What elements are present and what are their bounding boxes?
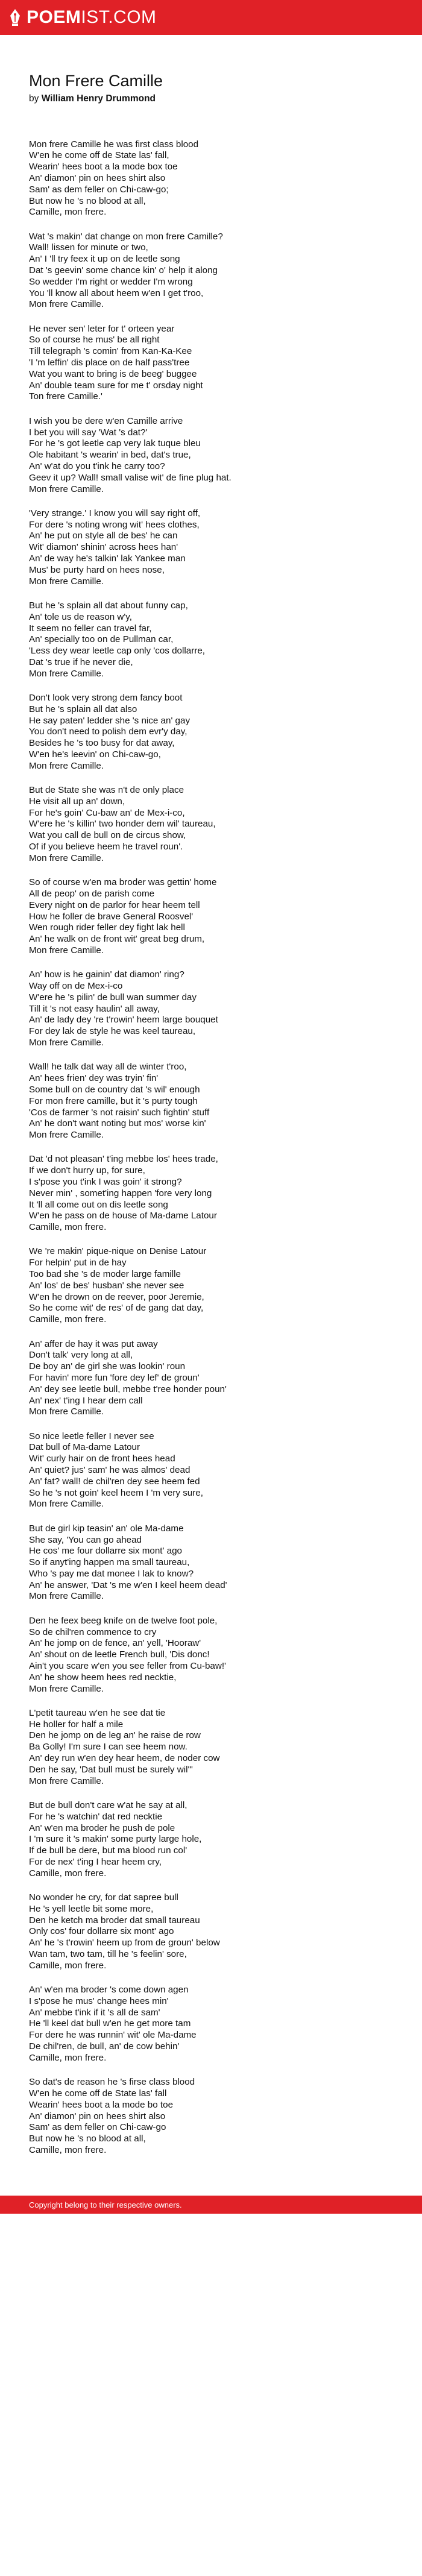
poem-line: He holler for half a mile (29, 1719, 124, 1730)
byline-prefix: by (29, 93, 42, 104)
poem-line: He 'll keel dat bull w'en he get more tam (29, 2018, 191, 2029)
poem-line: Don't look very strong dem fancy boot (29, 693, 183, 703)
poem-line: Mon frere Camille. (29, 576, 104, 587)
poem-line: He 's yell leetle bit some more, (29, 1903, 154, 1914)
poem-line: Dat 'd not pleasan' t'ing mebbe los' hees trade, (29, 1154, 218, 1165)
poem-line: De chil'ren, de bull, an' de cow behin' (29, 2041, 180, 2052)
poem-line: An' affer de hay it was put away (29, 1338, 158, 1349)
poem-line: An' he walk on de front wit' great beg drum, (29, 934, 205, 945)
poem-line: Den he jomp on de leg an' he raise de row (29, 1730, 201, 1741)
poem-line: Dat bull of Ma-dame Latour (29, 1442, 140, 1453)
poem-line: Wat you want to bring is de beeg' buggee (29, 368, 197, 379)
poem-line: An' he put on style all de bes' he can (29, 531, 178, 541)
poem-line: Wat you call de bull on de circus show, (29, 830, 186, 841)
poem-line: An' dey see leetle bull, mebbe t'ree honder poun' (29, 1384, 227, 1394)
poem-line: Only cos' four dollarre six mont' ago (29, 1926, 174, 1937)
author-name[interactable]: William Henry Drummond (41, 93, 156, 104)
poem-line: De boy an' de girl she was lookin' roun (29, 1361, 186, 1372)
poem-line: So of course w'en ma broder was gettin' home (29, 877, 217, 888)
poem-line: Ton frere Camille.' (29, 391, 102, 402)
poem-line: For helpin' put in de hay (29, 1258, 127, 1268)
poem-stanza (29, 600, 393, 680)
poem-stanza (29, 1062, 393, 1141)
poem-line: Wen rough rider feller dey fight lak hell (29, 922, 185, 933)
poem-line: An' w'at do you t'ink he carry too? (29, 461, 165, 471)
byline (29, 93, 393, 105)
poem-stanza (29, 231, 393, 311)
poem-line: W'ere he 's killin' two honder dem wil' taureau, (29, 819, 216, 830)
poem-stanza (29, 324, 393, 403)
poem-line: Camille, mon frere. (29, 2052, 107, 2063)
poem-line: An' specially too on de Pullman car, (29, 634, 174, 645)
poem-line: Mon frere Camille. (29, 1130, 104, 1141)
poem-line: 'I 'm leffin' dis place on de half pass'tree (29, 357, 190, 368)
poem-line: But he 's splain all dat about funny cap, (29, 600, 188, 611)
poem-line: W'en he pass on de house of Ma-dame Latour (29, 1211, 217, 1221)
site-logo-text: POEMIST.COM (27, 7, 157, 27)
poem-line: Den he say, 'Dat bull must be surely wil'" (29, 1764, 193, 1775)
poem-line: So dat's de reason he 's firse class blood (29, 2077, 195, 2088)
poem-line: An' double team sure for me t' orsday night (29, 380, 203, 391)
poem-line: Camille, mon frere. (29, 1314, 107, 1325)
poem-line: Mon frere Camille. (29, 483, 104, 494)
poem-line: Ain't you scare w'en you see feller from Cu-baw!' (29, 1660, 226, 1671)
poem-line: I wish you be dere w'en Camille arrive (29, 415, 183, 426)
poem-line: An' los' de bes' husban' she never see (29, 1280, 184, 1291)
poem-line: But now he 's no blood at all, (29, 195, 146, 206)
poem-line: An' de way he's talkin' lak Yankee man (29, 553, 186, 564)
poem-line: W'en he come off de State las' fall, (29, 150, 169, 161)
poem-stanza (29, 508, 393, 588)
poem-line: For dere he was runnin' wit' ole Ma-dame (29, 2030, 197, 2041)
poem-line: Wall! lissen for minute or two, (29, 242, 148, 253)
poem-line: You don't need to polish dem evr'y day, (29, 726, 187, 737)
poem-line: Mon frere Camille. (29, 945, 104, 956)
poem-stanza (29, 785, 393, 864)
poem-line: Till it 's not easy haulin' all away, (29, 1003, 160, 1014)
poem-line: An' I 'll try feex it up on de leetle song (29, 254, 180, 265)
poem-stanza (29, 1985, 393, 2064)
poem-line: Camille, mon frere. (29, 1960, 107, 1971)
poem-line: No wonder he cry, for dat sapree bull (29, 1892, 178, 1903)
poem-line: Camille, mon frere. (29, 207, 107, 218)
poem-line: For de nex' t'ing I hear heem cry, (29, 1856, 162, 1867)
poem-stanza (29, 1892, 393, 1972)
poem-line: Camille, mon frere. (29, 1868, 107, 1878)
poem-stanza (29, 1431, 393, 1511)
poem-line: So of course he mus' be all right (29, 335, 160, 345)
poem-line: Wit' diamon' shinin' across hees han' (29, 542, 178, 553)
poem-line: I 'm sure it 's makin' some purty large hole, (29, 1834, 202, 1845)
poem-line: Ole habitant 's wearin' in bed, dat's true, (29, 450, 191, 461)
poem-line: An' diamon' pin on hees shirt also (29, 172, 166, 183)
poem-line: You 'll know all about heem w'en I get t'roo, (29, 288, 204, 298)
poem-line: Wearin' hees boot a la mode box toe (29, 162, 178, 172)
poem-line: Mon frere Camille. (29, 760, 104, 771)
poem-line: For he's goin' Cu-baw an' de Mex-i-co, (29, 807, 185, 818)
site-header (0, 0, 422, 35)
poem-line: Den he feex beeg knife on de twelve foot pole, (29, 1615, 218, 1626)
poem-line: An' w'en ma broder he push de pole (29, 1822, 175, 1833)
poem-body (29, 139, 393, 2156)
poem-line: He say paten' ledder she 's nice an' gay (29, 715, 191, 726)
poem-line: Besides he 's too busy for dat away, (29, 738, 175, 749)
poem-line: For havin' more fun 'fore dey lef' de groun' (29, 1372, 200, 1383)
poem-line: An' quiet? jus' sam' he was almos' dead (29, 1465, 191, 1476)
poem-line: He visit all up an' down, (29, 796, 125, 807)
poem-line: But de girl kip teasin' an' ole Ma-dame (29, 1523, 184, 1534)
poem-line: For dere 's noting wrong wit' hees clothes, (29, 519, 200, 530)
poem-line: W'en he drown on de reever, poor Jeremie, (29, 1291, 204, 1302)
poem-line: An' he show heem hees red necktie, (29, 1672, 177, 1683)
poem-line: She say, 'You can go ahead (29, 1534, 142, 1545)
poem-line: Wat 's makin' dat change on mon frere Camille? (29, 231, 223, 242)
poem-line: Mus' be purty hard on hees nose, (29, 564, 165, 575)
poem-line: I bet you will say 'Wat 's dat?' (29, 427, 148, 438)
poem-line: For dey lak de style he was keel taureau, (29, 1026, 196, 1037)
poem-line: An' he don't want noting but mos' worse kin' (29, 1118, 206, 1129)
poem-line: An' de lady dey 're t'rowin' heem large bouquet (29, 1015, 218, 1025)
poem-line: An' fat? wall! de chil'ren dey see heem fed (29, 1476, 200, 1487)
poem-line: An' shout on de leetle French bull, 'Dis donc! (29, 1649, 210, 1660)
poem-stanza (29, 969, 393, 1049)
poem-stanza (29, 1246, 393, 1326)
poem-line: W'ere he 's pilin' de bull wan summer day (29, 992, 197, 1003)
poem-line: An' w'en ma broder 's come down agen (29, 1985, 189, 1995)
poem-line: But de bull don't care w'at he say at all, (29, 1800, 187, 1810)
poem-line: Wan tam, two tam, till he 's feelin' sore, (29, 1949, 187, 1959)
poem-line: W'en he's leevin' on Chi-caw-go, (29, 749, 161, 760)
poem-line: For he 's watchin' dat red necktie (29, 1811, 163, 1822)
poem-stanza (29, 1154, 393, 1233)
poem-line: If we don't hurry up, for sure, (29, 1165, 145, 1176)
poem-line: So if anyt'ing happen ma small taureau, (29, 1557, 190, 1568)
poem-line: Sam' as dem feller on Chi-caw-go; (29, 184, 169, 195)
poem-line: Mon frere Camille. (29, 299, 104, 310)
poem-line: 'Cos de farmer 's not raisin' such fightin' stuff (29, 1107, 210, 1118)
poem-line: Mon frere Camille. (29, 1038, 104, 1048)
poem-line: So de chil'ren commence to cry (29, 1627, 157, 1637)
poem-line: For he 's got leetle cap very lak tuque bleu (29, 438, 201, 449)
poem-line: It seem no feller can travel far, (29, 623, 152, 634)
poem-line: We 're makin' pique-nique on Denise Latour (29, 1246, 207, 1257)
poem-stanza (29, 693, 393, 772)
poem-stanza (29, 1616, 393, 1695)
poem-stanza (29, 1339, 393, 1419)
poem-line: Dat 's geevin' some chance kin' o' help it along (29, 265, 218, 276)
poem-line: Of if you believe heem he travel roun'. (29, 842, 183, 852)
poem-line: So he 's not goin' keel heem I 'm very sure, (29, 1487, 203, 1498)
poem-line: Den he ketch ma broder dat small taureau (29, 1915, 200, 1926)
poem-line: So he come wit' de res' of de gang dat day, (29, 1303, 204, 1314)
poem-line: Till telegraph 's comin' from Kan-Ka-Kee (29, 346, 192, 357)
poem-line: So wedder I'm right or wedder I'm wrong (29, 276, 193, 287)
poem-line: An' how is he gainin' dat diamon' ring? (29, 969, 184, 980)
poem-line: I s'pose you t'ink I was goin' it strong? (29, 1176, 182, 1187)
poem-line: Way off on de Mex-i-co (29, 981, 123, 992)
poem-line: Don't talk' very long at all, (29, 1350, 133, 1361)
poem-line: An' diamon' pin on hees shirt also (29, 2111, 166, 2121)
poem-line: All de peop' on de parish come (29, 888, 155, 899)
poem-line: An' dey run w'en dey hear heem, de noder cow (29, 1753, 220, 1764)
poem-line: Geev it up? Wall! small valise wit' de fine plug hat. (29, 472, 231, 483)
poem-line: Some bull on de country dat 's wil' enough (29, 1084, 200, 1095)
poem-content (0, 35, 422, 2187)
poem-stanza (29, 139, 393, 219)
poem-line: Ba Golly! I'm sure I can see heem now. (29, 1742, 187, 1752)
poem-line: 'Very strange.' I know you will say right off, (29, 508, 201, 518)
poem-line: Mon frere Camille. (29, 1683, 104, 1694)
poem-line: So nice leetle feller I never see (29, 1431, 154, 1441)
poem-line: But now he 's no blood at all, (29, 2134, 146, 2144)
poem-line: An' he 's t'rowin' heem up from de groun' below (29, 1938, 220, 1948)
poem-line: Wit' curly hair on de front hees head (29, 1453, 175, 1464)
poem-line: Dat 's true if he never die, (29, 657, 133, 667)
poem-line: But he 's splain all dat also (29, 704, 137, 714)
poem-line: Too bad she 's de moder large famille (29, 1269, 181, 1280)
poem-stanza (29, 877, 393, 957)
poem-line: I s'pose he mus' change hees min' (29, 1995, 169, 2006)
poem-line: Mon frere Camille. (29, 1499, 104, 1510)
poem-line: An' he answer, 'Dat 's me w'en I keel heem dead' (29, 1579, 227, 1590)
poem-stanza (29, 1523, 393, 1603)
poem-line: Never min' , somet'ing happen 'fore very long (29, 1188, 212, 1198)
copyright-notice: Copyright belong to their respective owners. (29, 2200, 182, 2209)
poem-title: Mon Frere Camille (29, 72, 163, 90)
site-footer (0, 2196, 422, 2214)
poem-line: For mon frere camille, but it 's purty tough (29, 1095, 198, 1106)
poem-line: It 'll all come out on dis leetle song (29, 1199, 168, 1210)
poem-line: L'petit taureau w'en he see dat tie (29, 1707, 166, 1718)
poem-line: Camille, mon frere. (29, 1222, 107, 1233)
poem-line: Wall! he talk dat way all de winter t'roo, (29, 1062, 187, 1072)
poem-line: He never sen' leter for t' orteen year (29, 323, 175, 334)
poem-line: Mon frere Camille. (29, 668, 104, 679)
poem-line: Mon frere Camille. (29, 1775, 104, 1786)
poem-line: An' nex' t'ing I hear dem call (29, 1395, 143, 1406)
poem-line: But de State she was n't de only place (29, 785, 184, 796)
poem-line: An' he jomp on de fence, an' yell, 'Hooraw' (29, 1638, 201, 1649)
poem-line: Mon frere Camille. (29, 1406, 104, 1417)
poem-line: An' mebbe t'ink if it 's all de sam' (29, 2007, 160, 2018)
poem-line: 'Less dey wear leetle cap only 'cos dollarre, (29, 646, 205, 657)
poem-line: An' tole us de reason w'y, (29, 611, 132, 622)
poem-stanza (29, 2077, 393, 2156)
poem-stanza (29, 1708, 393, 1787)
poem-line: Sam' as dem feller on Chi-caw-go (29, 2122, 166, 2133)
fountain-pen-nib-icon (8, 8, 22, 27)
poem-line: Wearin' hees boot a la mode bo toe (29, 2099, 174, 2110)
poem-line: He cos' me four dollarre six mont' ago (29, 1546, 182, 1557)
poem-line: How he foller de brave General Roosvel' (29, 911, 194, 922)
poem-line: Mon frere Camille. (29, 1591, 104, 1602)
poem-line: W'en he come off de State las' fall (29, 2088, 167, 2099)
poem-line: An' hees frien' dey was tryin' fin' (29, 1073, 159, 1084)
poem-line: Who 's pay me dat monee I lak to know? (29, 1568, 194, 1579)
poem-line: Mon frere Camille. (29, 852, 104, 863)
poem-stanza (29, 416, 393, 496)
poem-stanza (29, 1800, 393, 1880)
poem-line: Every night on de parlor for hear heem tell (29, 899, 200, 910)
poem-line: Camille, mon frere. (29, 2144, 107, 2155)
poem-line: Mon frere Camille he was first class blood (29, 139, 199, 150)
site-logo[interactable] (8, 8, 157, 27)
poem-line: If de bull be dere, but ma blood run col' (29, 1845, 187, 1856)
